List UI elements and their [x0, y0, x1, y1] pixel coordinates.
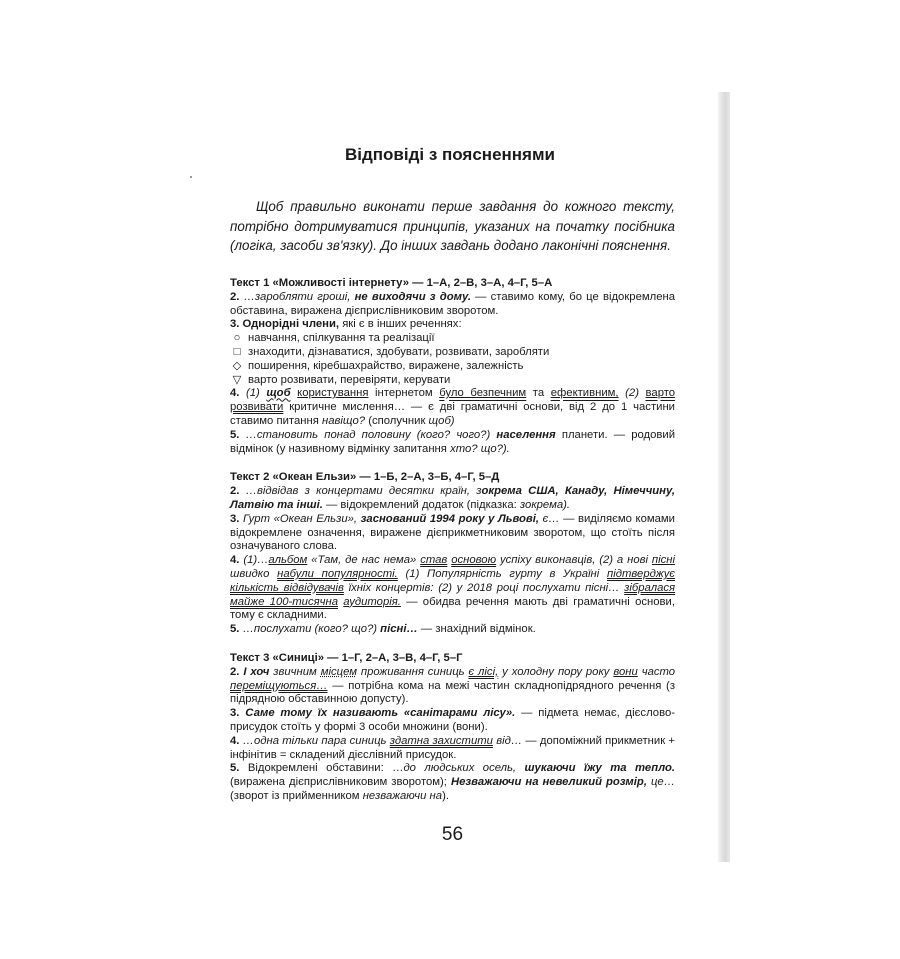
quote: (1)…	[243, 554, 269, 567]
speck	[190, 176, 192, 178]
explanation: (сполучник	[368, 414, 426, 427]
quote: часто	[641, 665, 676, 678]
quote: …послухати	[242, 623, 312, 636]
text-1-answer-4	[230, 387, 675, 428]
explanation: (зворот із прийменником	[230, 789, 360, 802]
question: навіщо?	[321, 414, 366, 427]
question: (кого? чого?)	[416, 428, 491, 441]
answer-number: 4.	[230, 554, 240, 567]
quote: …відвідав з концертами десятки країн, з	[245, 485, 482, 498]
answers-content	[230, 277, 675, 819]
list-item-trapezoid	[230, 374, 675, 388]
intro-paragraph: Щоб правильно виконати перше завдання до кожного тексту, потрібно дотримуватися принципів, указаних на початку посібника (логіка, засоби зв'язку). До інших завдань додано лаконічні пояснення.	[230, 199, 675, 253]
text-3-title: Текст 3 «Синиці» — 1–Г, 2–А, 3–В, 4–Г, 5–Г	[230, 651, 463, 664]
quote-bold: окрема США, Канаду, Німеччину, Латвію та інші.	[230, 485, 675, 511]
quote: швидко	[230, 567, 270, 580]
quote: їхніх концертів: (2) у 2018 році послухати пісні…	[348, 581, 620, 594]
list-item-circle	[230, 332, 675, 346]
quote: від…	[496, 734, 523, 747]
trapezoid-icon: ▽	[232, 373, 242, 386]
answer-number: 3.	[230, 512, 240, 525]
list-item-text: поширення, кіребшахрайство, виражене, залежність	[248, 359, 524, 372]
explanation: планети. — родовий відмінок (у називному відмінку запитання	[230, 428, 676, 455]
answer-number: 4.	[230, 387, 240, 400]
explanation: (виражена дієприслівниковим зворотом);	[230, 776, 447, 789]
text-1-section	[230, 277, 675, 456]
text-1-answer-5	[230, 429, 675, 457]
quote: звичним	[273, 665, 317, 678]
text-2-section	[230, 471, 675, 637]
subject: місцем	[320, 665, 357, 678]
subject: аудиторія.	[343, 595, 401, 608]
conjunction: щоб	[266, 387, 291, 400]
subject: альбом	[268, 554, 308, 567]
predicate: зібралася майже 100-тисячна	[230, 581, 676, 608]
predicate: є лісі,	[468, 665, 499, 678]
explanation: — виділяємо комами відокремлене означення, виражене дієприкметниковим зворотом, що стоїть після означуваного слова.	[230, 512, 675, 553]
explanation: які є в інших реченнях:	[342, 318, 462, 331]
conjunction-note: щоб)	[428, 414, 455, 427]
quote: …одна тільки пара синиць	[242, 734, 387, 747]
quote: у холодну пору року	[502, 665, 610, 678]
predicate: здатна захистити	[389, 734, 493, 747]
question: (кого? що?)	[314, 623, 378, 636]
text-3-answer-4	[230, 735, 675, 763]
text: інтернетом	[375, 387, 433, 400]
text-3-section	[230, 652, 675, 804]
list-item-text: знаходити, дізнаватися, здобувати, розвивати, заробляти	[248, 345, 550, 358]
circle-icon: ○	[233, 332, 241, 345]
text-2-answer-5	[230, 623, 675, 637]
hint: зокрема).	[519, 498, 571, 511]
page-number: 56	[441, 824, 464, 845]
predicate: набули популярності.	[277, 567, 398, 580]
predicate: ефективним,	[550, 387, 619, 400]
predicate: було безпечним	[439, 387, 527, 400]
subject: пісні	[651, 554, 676, 567]
quote: проживання синиць	[360, 665, 465, 678]
page-title: Відповіді з поясненнями	[344, 145, 556, 164]
explanation: — підмета немає, дієслово-присудок стоїть у формі 3 особи множини (вони).	[230, 707, 675, 733]
text-2-title: Текст 2 «Океан Ельзи» — 1–Б, 2–А, 3–Б, 4–Г, 5–Д	[230, 471, 500, 484]
square-icon: □	[233, 345, 241, 358]
text-2-answer-4	[230, 554, 675, 623]
predicate: основою	[451, 554, 497, 567]
text-2-answer-2	[230, 485, 675, 513]
list-item-square	[230, 346, 675, 360]
explanation: Відокремлені обставини: …	[247, 762, 404, 775]
part-marker: (1)	[246, 387, 260, 400]
quote-bold: І хоч	[243, 665, 270, 678]
answer-number: 3.	[230, 707, 240, 720]
predicate: варто розвивати	[230, 387, 676, 414]
subject: користування	[297, 387, 369, 400]
quote: …заробляти гроші,	[243, 290, 351, 303]
quote: є…	[542, 512, 560, 525]
explanation: — потрібна кома на межі частин складнопідрядного речення (з підрядною обставинною допусту).	[230, 679, 675, 706]
quote: до людських осель,	[403, 762, 517, 775]
explanation: — знахідний відмінок.	[420, 623, 536, 636]
list-item-text: навчання, спілкування та реалізації	[248, 332, 435, 345]
answer-number: 5.	[230, 762, 240, 775]
quote: успіху виконавців, (2) а нові	[499, 554, 649, 567]
explanation: критичне мислення… — є дві граматичні основи, від 2 до 1 частини ставимо питання	[230, 401, 675, 427]
text-3-answer-2	[230, 666, 675, 707]
quote-bold: Незважаючи на невеликий розмір,	[450, 776, 647, 789]
quote: …становить понад половину	[245, 428, 411, 441]
predicate: переміщуються…	[230, 679, 328, 692]
quote: «Там, де нас нема»	[311, 554, 417, 567]
quote: (1) Популярність гурту в Україні	[405, 567, 600, 580]
text-3-answer-5	[230, 762, 675, 803]
preposition-note: незважаючи на	[362, 789, 443, 802]
answer-number: 4.	[230, 734, 240, 747]
explanation: — обидва речення мають дві граматичні основи, тому є складними.	[230, 595, 675, 622]
quote: це…	[650, 776, 676, 789]
predicate: став	[420, 554, 448, 567]
list-item-diamond	[230, 360, 675, 374]
page-edge-shadow	[718, 92, 730, 862]
predicate: підтверджує кількість відвідувачів	[230, 567, 676, 594]
subject: вони	[613, 665, 638, 678]
text-1-title: Текст 1 «Можливості інтернету» — 1–А, 2–В, 3–А, 4–Г, 5–А	[230, 277, 553, 289]
answer-heading: 3. Однорідні члени,	[230, 318, 340, 331]
text-3-answer-3	[230, 707, 675, 735]
quote-bold: шукаючи їжу та тепло.	[524, 762, 676, 775]
answer-number: 2.	[230, 665, 240, 678]
answer-number: 5.	[230, 623, 240, 636]
quote-bold: не виходячи з дому.	[354, 290, 471, 303]
explanation: — відокремлений додаток (підказка:	[326, 498, 517, 511]
explanation: — ставимо кому, бо це відокремлена обставина, виражена дієприслівниковим зворотом.	[230, 290, 676, 317]
quote: Гурт «Океан Ельзи»,	[243, 512, 358, 525]
diamond-icon: ◇	[232, 359, 242, 372]
text-2-answer-3	[230, 513, 675, 554]
question: хто? що?).	[450, 442, 510, 455]
explanation: — допоміжний прикметник + інфінітив = складений дієслівний присудок.	[230, 734, 675, 761]
answer-number: 2.	[230, 485, 240, 498]
answer-number: 5.	[230, 428, 240, 441]
quote-bold: Саме тому їх називають «санітарами лісу».	[245, 707, 516, 720]
quote-bold: населення	[496, 428, 556, 441]
text-1-answer-2	[230, 291, 675, 319]
explanation: ).	[442, 789, 449, 802]
text: та	[532, 387, 545, 400]
text-1-answer-3	[230, 318, 675, 332]
answer-number: 2.	[230, 290, 240, 303]
quote-bold: пісні…	[380, 623, 418, 636]
list-item-text: варто розвивати, перевіряти, керувати	[248, 373, 451, 386]
quote-bold: заснований 1994 року у Львові,	[360, 512, 540, 525]
part-marker: (2)	[625, 387, 639, 400]
